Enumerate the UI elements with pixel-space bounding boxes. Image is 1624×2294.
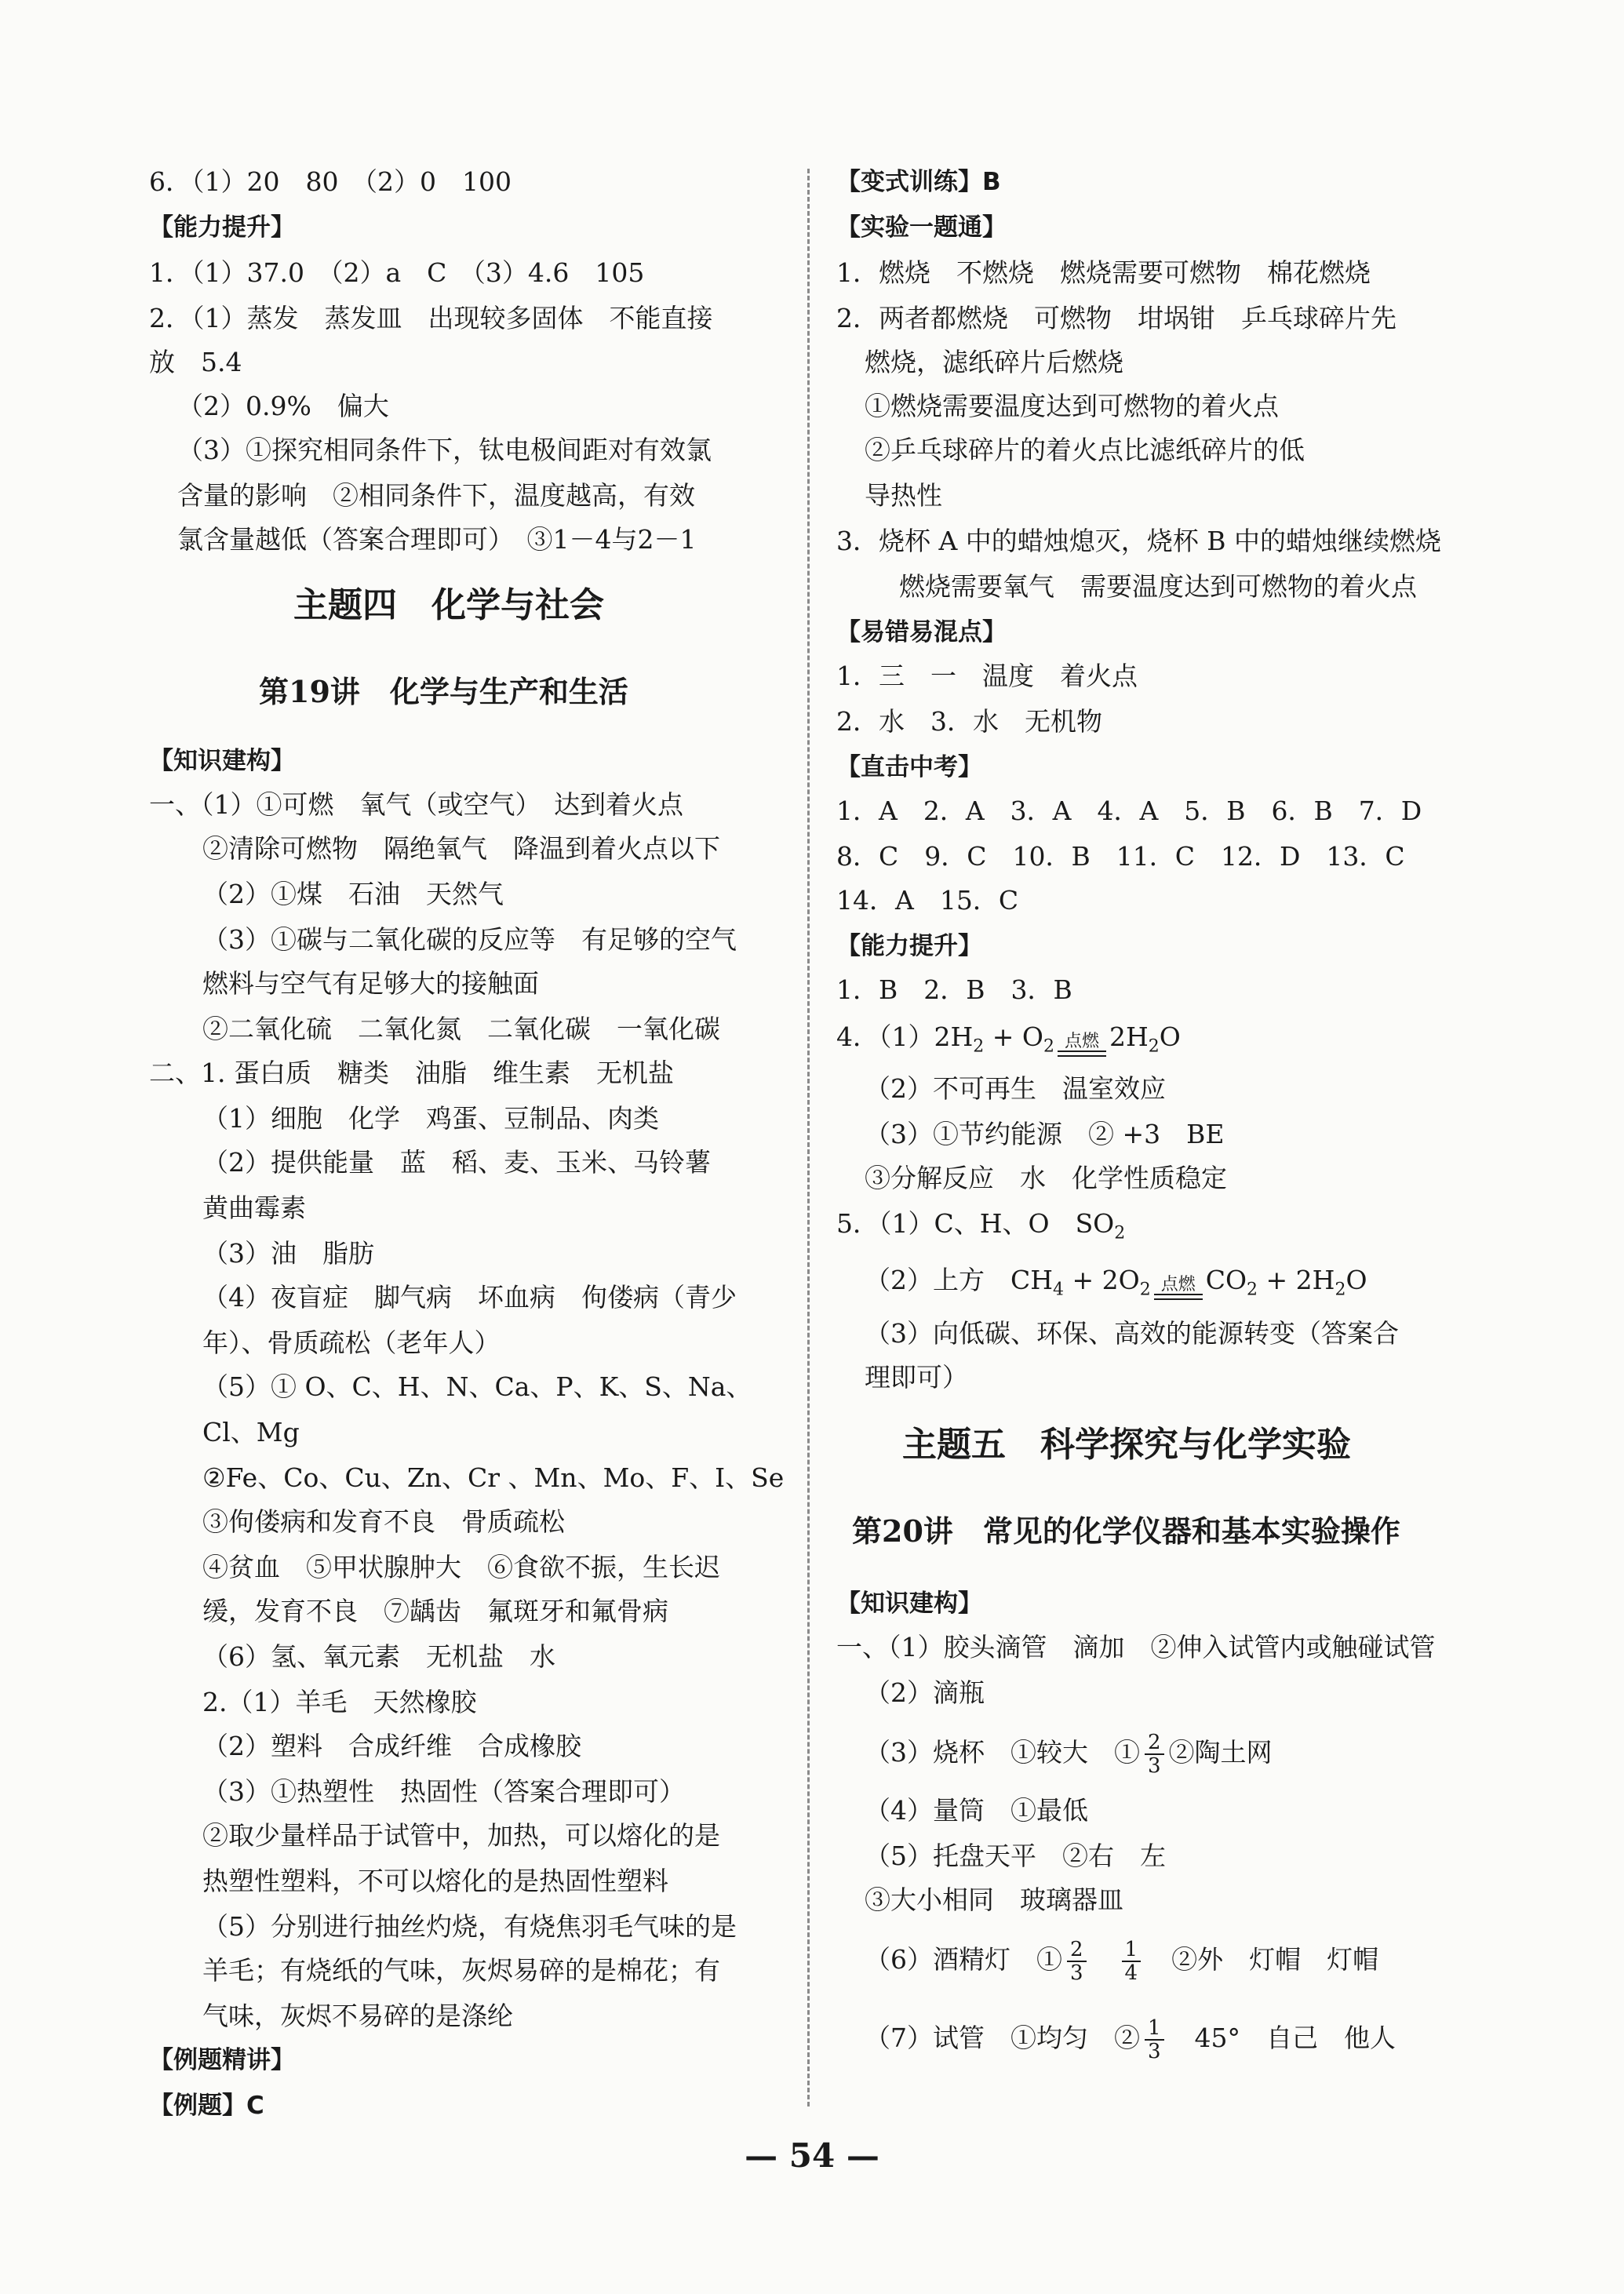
answer-line [865, 1936, 1378, 1984]
answer-line: 氯含量越低（答案合理即可） ③1－4与2－1 [177, 524, 697, 555]
theme-title: 主题五 科学探究与化学实验 [902, 1425, 1351, 1465]
fraction-numerator: 2 [1145, 1731, 1164, 1755]
reaction-condition: 点燃 [1064, 1031, 1099, 1051]
answer-line: （3）油 脂肪 [202, 1238, 374, 1269]
answer-line: （4）夜盲症 脚气病 坏血病 佝偻病（青少 [202, 1282, 737, 1313]
section-heading: 【易错易混点】 [836, 618, 1007, 646]
answer-line: （5）分别进行抽丝灼烧，有烧焦羽毛气味的是 [202, 1911, 737, 1942]
answer-line: 含量的影响 ②相同条件下，温度越高，有效 [177, 480, 695, 511]
answer-part: ②陶土网 [1168, 1737, 1273, 1768]
answer-line: 2．水 3．水 无机物 [836, 706, 1102, 737]
fraction [1145, 2017, 1164, 2063]
answer-line: 二、1. 蛋白质 糖类 油脂 维生素 无机盐 [149, 1058, 674, 1088]
answer-line: 1．三 一 温度 着火点 [836, 661, 1138, 691]
answer-line: ④贫血 ⑤甲状腺肿大 ⑥食欲不振，生长迟 [202, 1552, 720, 1582]
answer-line: ②乒乓球碎片的着火点比滤纸碎片的低 [865, 435, 1305, 465]
answer-line [865, 1729, 1273, 1777]
fraction-numerator: 1 [1122, 1939, 1142, 1962]
answer-line: （3）①碳与二氧化碳的反应等 有足够的空气 [202, 924, 737, 955]
eq-part: + 2H [1258, 1265, 1335, 1295]
eq-subscript: 2 [1139, 1280, 1151, 1300]
answer-line: （2）提供能量 蓝 稻、麦、玉米、马铃薯 [202, 1147, 711, 1178]
lesson-title: 第20讲 常见的化学仪器和基本实验操作 [852, 1513, 1400, 1549]
section-heading: 【变式训练】B [836, 168, 1001, 196]
answer-line: （2）0.9% 偏大 [177, 391, 389, 421]
answer-line: ③佝偻病和发育不良 骨质疏松 [202, 1506, 565, 1537]
section-heading: 【能力提升】 [836, 932, 982, 960]
answer-line: 3．烧杯 A 中的蜡烛熄灭，烧杯 B 中的蜡烛继续燃烧 [836, 526, 1442, 556]
answer-line: 一、（1）胶头滴管 滴加 ②伸入试管内或触碰试管 [836, 1632, 1436, 1662]
answer-line: （5）① O、C、H、N、Ca、P、K、S、Na、 [202, 1371, 752, 1402]
eq-subscript: 2 [1114, 1223, 1126, 1243]
eq-part: O [1345, 1265, 1367, 1295]
answer-part: （3）烧杯 ①较大 ① [865, 1737, 1140, 1768]
answer-line: ②取少量样品于试管中，加热，可以熔化的是 [202, 1820, 720, 1851]
answer-line: （6）氢、氧元素 无机盐 水 [202, 1641, 555, 1672]
eq-part: 5．（1）C、H、O SO [836, 1208, 1115, 1239]
answer-line: （3）①热塑性 热固性（答案合理即可） [202, 1776, 685, 1807]
eq-subscript: 2 [973, 1036, 985, 1057]
page-number: — 54 — [745, 2136, 879, 2175]
reaction-arrow [1058, 1033, 1106, 1066]
fraction-numerator: 1 [1145, 2017, 1164, 2041]
answer-line: ②二氧化硫 二氧化氮 二氧化碳 一氧化碳 [202, 1014, 720, 1044]
answer-line: （5）托盘天平 ②右 左 [865, 1841, 1166, 1871]
section-heading: 【直击中考】 [836, 753, 982, 781]
answer-line: 2.（1）羊毛 天然橡胶 [202, 1687, 477, 1717]
reaction-arrow [1154, 1276, 1203, 1309]
fraction-denominator: 4 [1124, 1961, 1138, 1985]
answer-line: 燃烧，滤纸碎片后燃烧 [865, 347, 1123, 377]
answer-line: （2）塑料 合成纤维 合成橡胶 [202, 1731, 581, 1761]
answer-line: 1．A 2．A 3．A 4．A 5．B 6．B 7．D [836, 796, 1422, 826]
column-divider [807, 169, 810, 2106]
section-heading: 【例题精讲】 [149, 2046, 295, 2074]
section-heading: 【能力提升】 [149, 213, 295, 242]
answer-line: 一、（1）①可燃 氧气（或空气） 达到着火点 [149, 789, 683, 820]
answer-part: 45° 自己 他人 [1194, 2023, 1396, 2053]
answer-line: 年）、骨质疏松（老年人） [202, 1327, 501, 1358]
answer-part: （7）试管 ①均匀 ② [865, 2023, 1140, 2053]
theme-title: 主题四 化学与社会 [293, 585, 604, 625]
eq-part: + 2O [1064, 1265, 1140, 1295]
answer-line: 8．C 9．C 10．B 11．C 12．D 13．C [836, 841, 1405, 872]
answer-line: 2．两者都燃烧 可燃物 坩埚钳 乒乓球碎片先 [836, 303, 1396, 333]
answer-line: 燃烧需要氧气 需要温度达到可燃物的着火点 [899, 571, 1417, 602]
answer-line: 14．A 15．C [836, 885, 1019, 916]
answer-line: 热塑性塑料，不可以熔化的是热固性塑料 [202, 1866, 668, 1896]
answer-line: （3）向低碳、环保、高效的能源转变（答案合 [865, 1318, 1399, 1349]
section-heading: 【实验一题通】 [836, 213, 1007, 242]
reaction-condition: 点燃 [1160, 1274, 1196, 1294]
answer-line: 气味，灰烬不易碎的是涤纶 [202, 2001, 513, 2031]
fraction-numerator: 2 [1067, 1939, 1087, 1962]
answer-line: ③分解反应 水 化学性质稳定 [865, 1163, 1227, 1193]
eq-part: 4．（1）2H [836, 1021, 974, 1052]
answer-line: 黄曲霉素 [202, 1193, 306, 1223]
eq-part: 2H [1109, 1021, 1149, 1052]
answer-line [836, 1208, 1125, 1250]
answer-line: （1）细胞 化学 鸡蛋、豆制品、肉类 [202, 1103, 659, 1134]
answer-line: （2）滴瓶 [865, 1677, 985, 1708]
answer-line: 燃料与空气有足够大的接触面 [202, 968, 539, 999]
answer-line: ③大小相同 玻璃器皿 [865, 1884, 1123, 1915]
answer-line: ②Fe、Co、Cu、Zn、Cr 、Mn、Mo、F、I、Se [202, 1462, 785, 1493]
eq-part: O [1159, 1021, 1181, 1052]
answer-line: 羊毛；有烧纸的气味，灰烬易碎的是棉花；有 [202, 1955, 720, 1986]
answer-line: 导热性 [865, 480, 942, 511]
answer-line: （2）不可再生 温室效应 [865, 1073, 1166, 1104]
answer-line [865, 2015, 1396, 2063]
eq-subscript: 2 [1335, 1280, 1346, 1300]
answer-line: 放 5.4 [149, 347, 242, 377]
answer-line: （3）①探究相同条件下，钛电极间距对有效氯 [177, 435, 712, 465]
fraction [1145, 1731, 1164, 1777]
answer-line: （3）①节约能源 ② +3 BE [865, 1119, 1225, 1149]
eq-part: CO [1205, 1265, 1247, 1295]
eq-part: + O [984, 1021, 1043, 1052]
answer-line: 理即可） [865, 1362, 968, 1393]
answer-line: （4）量筒 ①最低 [865, 1795, 1088, 1826]
fraction-denominator: 3 [1070, 1961, 1083, 1985]
section-heading: 【知识建构】 [836, 1589, 982, 1618]
fraction [1122, 1939, 1142, 1984]
eq-subscript: 4 [1053, 1280, 1065, 1300]
answer-line: 1．燃烧 不燃烧 燃烧需要可燃物 棉花燃烧 [836, 257, 1371, 288]
fraction [1067, 1939, 1087, 1984]
section-heading: 【知识建构】 [149, 747, 295, 775]
answer-line: ①燃烧需要温度达到可燃物的着火点 [865, 391, 1279, 421]
answer-line: Cl、Mg [202, 1417, 300, 1447]
answer-part: ②外 灯帽 灯帽 [1171, 1944, 1379, 1975]
answer-line: 缓，发育不良 ⑦龋齿 氟斑牙和氟骨病 [202, 1596, 668, 1626]
answer-line: （2）①煤 石油 天然气 [202, 879, 504, 909]
answer-line: 6．（1）20 80 （2）0 100 [149, 166, 512, 197]
answer-line: 1．B 2．B 3．B [836, 974, 1072, 1005]
answer-line: ②清除可燃物 隔绝氧气 降温到着火点以下 [202, 833, 720, 864]
section-heading: 【例题】C [149, 2092, 264, 2120]
eq-part: （2）上方 CH [865, 1265, 1054, 1295]
eq-subscript: 2 [1148, 1036, 1160, 1057]
answer-part: （6）酒精灯 ① [865, 1944, 1062, 1975]
eq-subscript: 2 [1043, 1036, 1054, 1057]
lesson-title: 第19讲 化学与生产和生活 [259, 674, 628, 709]
equation-line [865, 1262, 1367, 1309]
fraction-denominator: 3 [1148, 2040, 1161, 2063]
fraction-denominator: 3 [1148, 1754, 1161, 1778]
answer-line: 1．（1）37.0 （2）a C （3）4.6 105 [149, 257, 645, 288]
equation-line [836, 1018, 1181, 1066]
answer-line: 2．（1）蒸发 蒸发皿 出现较多固体 不能直接 [149, 303, 713, 333]
eq-subscript: 2 [1247, 1280, 1258, 1300]
